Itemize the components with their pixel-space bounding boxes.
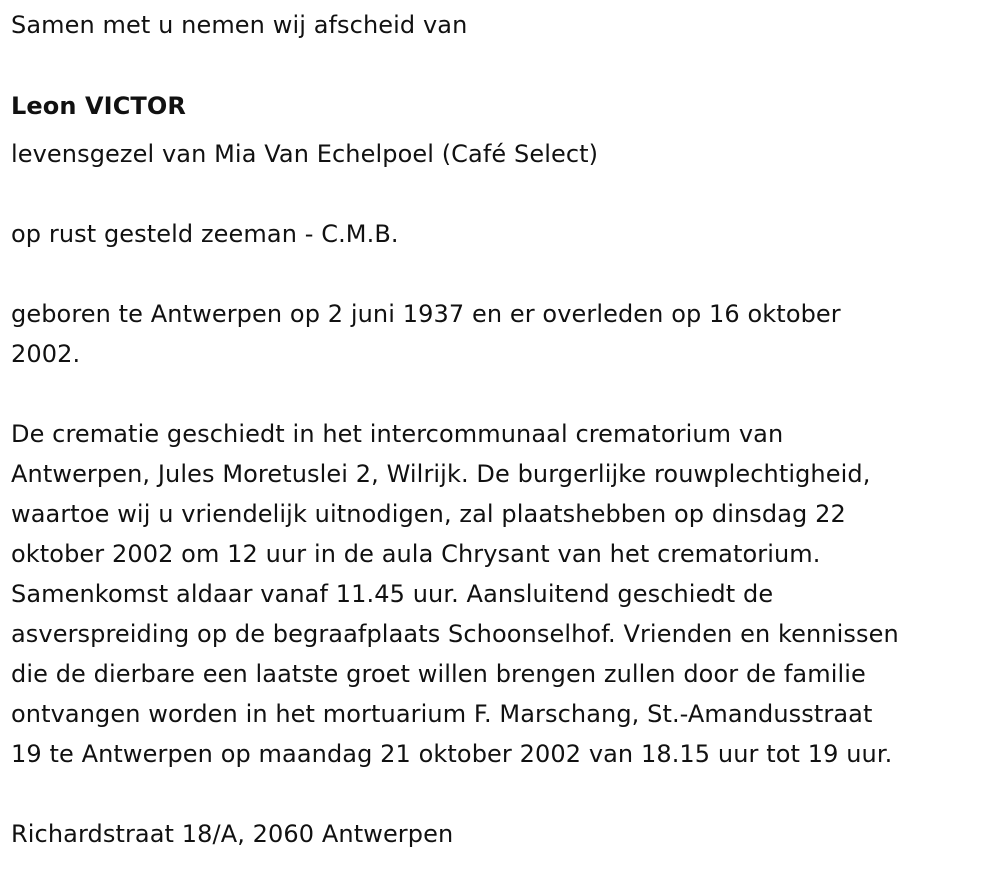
ceremony-paragraph	[11, 414, 899, 774]
birth-death-paragraph	[11, 294, 841, 374]
intro-text: Samen met u nemen wij afscheid van	[11, 11, 468, 39]
ceremony-line: ontvangen worden in het mortuarium F. Marschang, St.-Amandusstraat	[11, 700, 873, 728]
address-line: Richardstraat 18/A, 2060 Antwerpen	[11, 820, 454, 848]
ceremony-line: Samenkomst aldaar vanaf 11.45 uur. Aansluitend geschiedt de	[11, 580, 774, 608]
deceased-name: Leon VICTOR	[11, 92, 186, 120]
ceremony-line: oktober 2002 om 12 uur in de aula Chrysant van het crematorium.	[11, 540, 821, 568]
birth-death-line: 2002.	[11, 340, 81, 368]
ceremony-line: asverspreiding op de begraafplaats Schoonselhof. Vrienden en kennissen	[11, 620, 899, 648]
ceremony-line: 19 te Antwerpen op maandag 21 oktober 2002 van 18.15 uur tot 19 uur.	[11, 740, 893, 768]
partner-line: levensgezel van Mia Van Echelpoel (Café Select)	[11, 140, 599, 168]
birth-death-line: geboren te Antwerpen op 2 juni 1937 en er overleden op 16 oktober	[11, 300, 841, 328]
occupation-line: op rust gesteld zeeman - C.M.B.	[11, 220, 399, 248]
ceremony-line: die de dierbare een laatste groet willen brengen zullen door de familie	[11, 660, 866, 688]
ceremony-line: Antwerpen, Jules Moretuslei 2, Wilrijk. De burgerlijke rouwplechtigheid,	[11, 460, 871, 488]
ceremony-line: De crematie geschiedt in het intercommunaal crematorium van	[11, 420, 784, 448]
ceremony-line: waartoe wij u vriendelijk uitnodigen, zal plaatshebben op dinsdag 22	[11, 500, 846, 528]
